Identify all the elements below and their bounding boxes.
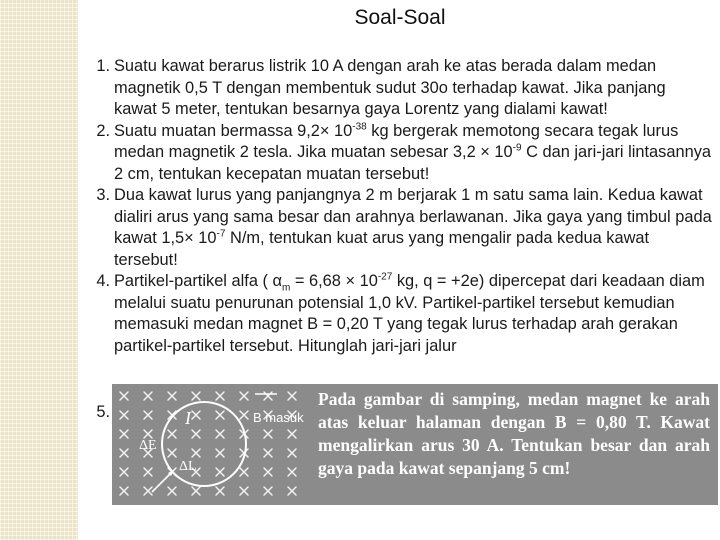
field-cross-icon xyxy=(120,411,128,419)
field-cross-icon xyxy=(120,392,128,400)
field-cross-icon xyxy=(216,411,224,419)
field-cross-icon xyxy=(288,392,296,400)
field-cross-icon xyxy=(120,449,128,457)
field-cross-icon xyxy=(144,487,152,495)
field-cross-icon xyxy=(264,487,272,495)
field-cross-icon xyxy=(168,449,176,457)
field-cross-icon xyxy=(264,449,272,457)
problem-5-figure xyxy=(112,384,718,505)
problem-text: Suatu muatan bermassa $9,2\times 10^{-38}$ kg bergerak memotong secara tegak lurus medan magnetik 2 tesla. Jika muatan sebesar $3,2 \times 10^{-9}$ C dan jari-jari lintasannya 2 cm, tentukan kecepatan muatan tersebut! xyxy=(114,121,712,183)
problem-list xyxy=(82,56,712,357)
figure-problem-text: Pada gambar di samping, medan magnet ke arah atas keluar halaman dengan B = 0,80 T. Kawat mengalirkan arus 30 A. Tentukan besar dan arah gaya pada kawat sepanjang 5 cm! xyxy=(318,389,710,478)
problem-number: 1. xyxy=(96,57,110,75)
field-cross-icon xyxy=(168,430,176,438)
field-cross-icon xyxy=(240,392,248,400)
problem-number: 2. xyxy=(96,121,110,140)
field-cross-icon xyxy=(120,468,128,476)
field-cross-icon xyxy=(120,430,128,438)
problem-number: 4. xyxy=(96,272,110,290)
field-cross-icon xyxy=(264,392,272,400)
field-cross-icon xyxy=(192,392,200,400)
wire-loop xyxy=(162,402,246,486)
problem-item-3 xyxy=(82,185,712,271)
field-cross-icon xyxy=(144,392,152,400)
problem-number: 5. xyxy=(96,403,110,421)
problem-item-2 xyxy=(82,121,712,186)
field-cross-icon xyxy=(192,411,200,419)
problem-text: Dua kawat lurus yang panjangnya 2 m berjarak 1 m satu sama lain. Kedua kawat dialiri arus yang sama besar dan arahnya berlawanan. Jika gaya yang timbul pada kawat $1,5\times 10^{-7}$ N/m, tentukan kuat arus yang mengalir pada kedua kawat tersebut! xyxy=(114,186,712,269)
field-cross-icon xyxy=(192,487,200,495)
field-cross-icon xyxy=(216,449,224,457)
delta-e-label: ΔE xyxy=(139,438,157,453)
problem-text: Partikel-partikel alfa ( $\alpha_m = 6,68 \times 10^{-27}$ kg, q = +2e) dipercepat dari keadaan diam melalui suatu penurunan potensial 1,0 kV. Partikel-partikel tersebut kemudian memasuki medan magnet B = 0,20 T yang tegak lurus terhadap arah gerakan partikel-partikel tersebut. Hitunglah jari-jari jalur xyxy=(114,271,705,355)
problem-item-5 xyxy=(82,403,110,422)
field-cross-icon xyxy=(192,430,200,438)
field-cross-icon xyxy=(192,449,200,457)
field-cross-icon xyxy=(144,411,152,419)
field-cross-icon xyxy=(216,430,224,438)
field-cross-icon xyxy=(264,468,272,476)
field-cross-icon xyxy=(288,487,296,495)
field-cross-icon xyxy=(168,487,176,495)
field-cross-icon xyxy=(240,411,248,419)
page-title: Soal-Soal xyxy=(354,6,446,29)
decorative-side-stripe xyxy=(0,0,78,540)
problem-item-1 xyxy=(82,56,712,121)
field-cross-icon xyxy=(216,392,224,400)
field-cross-icon xyxy=(288,449,296,457)
field-cross-icon xyxy=(240,487,248,495)
field-cross-icon xyxy=(216,487,224,495)
problem-item-4 xyxy=(82,271,712,357)
field-cross-icon xyxy=(144,430,152,438)
field-label: B masuk xyxy=(253,410,304,425)
field-cross-icon xyxy=(288,468,296,476)
field-cross-icon xyxy=(264,430,272,438)
field-cross-icon xyxy=(144,468,152,476)
field-cross-icon xyxy=(216,468,224,476)
delta-l-label: ΔL xyxy=(179,459,197,474)
field-cross-icon xyxy=(288,430,296,438)
current-label: I xyxy=(185,408,191,428)
field-cross-icon xyxy=(120,487,128,495)
field-cross-icon xyxy=(240,468,248,476)
field-cross-icon xyxy=(168,392,176,400)
problem-text: Suatu kawat berarus listrik 10 A dengan arah ke atas berada dalam medan magnetik 0,5 T dengan membentuk sudut 30o terhadap kawat. Jika panjang kawat 5 meter, tentukan besarnya gaya Lorentz yang dialami kawat! xyxy=(114,57,666,118)
problem-number: 3. xyxy=(96,186,110,204)
magnetic-field-diagram xyxy=(112,384,318,505)
